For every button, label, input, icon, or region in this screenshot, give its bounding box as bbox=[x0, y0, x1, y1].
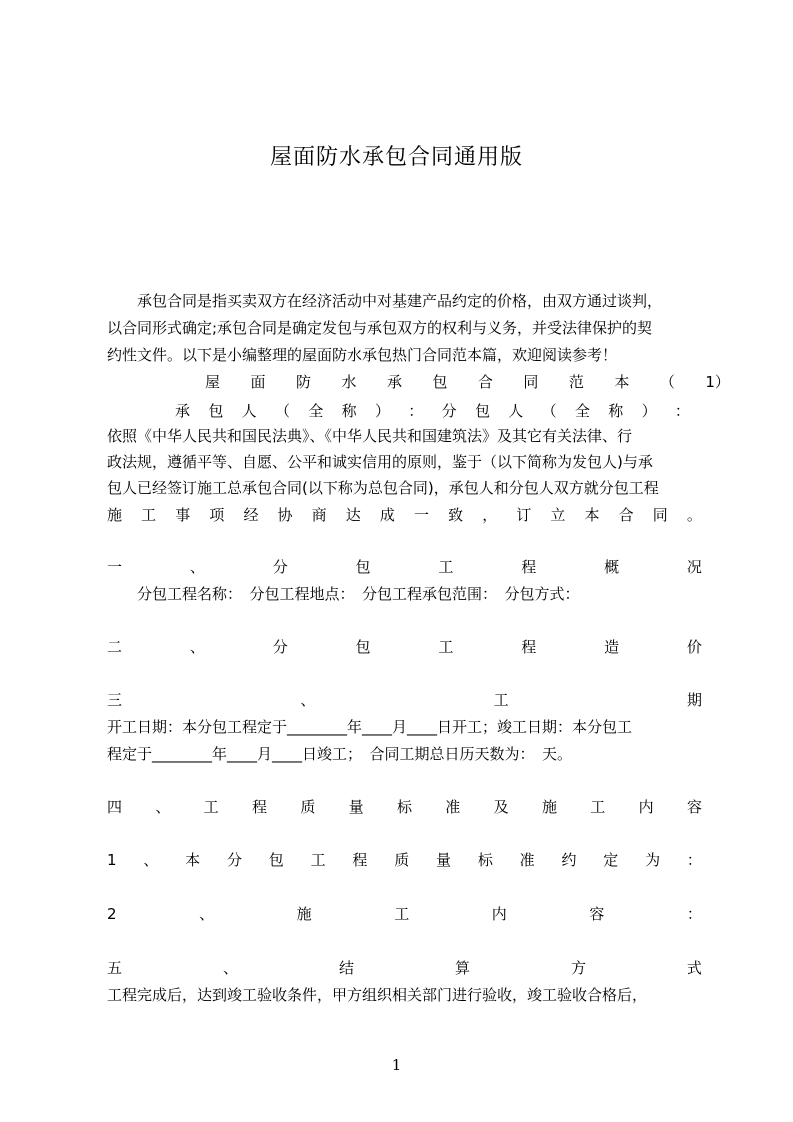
sample-heading bbox=[205, 372, 730, 392]
parties-char: ） bbox=[374, 402, 390, 420]
sample-heading-char: 屋 bbox=[205, 373, 221, 391]
sample-heading-char: （ bbox=[659, 373, 675, 391]
basis-end-char: 成 bbox=[379, 506, 395, 524]
section4-char: 量 bbox=[348, 798, 364, 816]
item1-char: 分 bbox=[226, 851, 242, 869]
basis-line-2: 政法规，遵循平等、自愿、公平和诚实信用的原则，鉴于（以下简称为发包人)与承 bbox=[107, 453, 653, 471]
item1-char: 量 bbox=[436, 851, 452, 869]
intro-line-1: 承包合同是指买卖双方在经济活动中对基建产品约定的价格，由双方通过谈判， bbox=[107, 292, 663, 310]
intro-line-3: 约性文件。以下是小编整理的屋面防水承包热门合同范本篇，欢迎阅读参考！ bbox=[107, 346, 618, 364]
schedule-line-1: 开工日期：本分包工程定于________年____月____日开工；竣工日期：本分包工 bbox=[107, 718, 633, 736]
item1-char: 为 bbox=[645, 851, 661, 869]
sample-heading-char: 合 bbox=[477, 373, 493, 391]
basis-end-char: 协 bbox=[277, 506, 293, 524]
item2-char: 工 bbox=[394, 905, 410, 923]
section-5-heading bbox=[107, 958, 702, 978]
section2-char: 工 bbox=[438, 638, 454, 656]
parties-char: 人 bbox=[241, 402, 257, 420]
basis-end-char: 合 bbox=[618, 506, 634, 524]
sample-heading-char: 1） bbox=[705, 373, 730, 391]
item1-char: 标 bbox=[477, 851, 493, 869]
item2-char: 、 bbox=[199, 905, 215, 923]
item2-char: 2 bbox=[107, 905, 117, 923]
section4-char: 内 bbox=[638, 798, 654, 816]
section-4-heading bbox=[107, 797, 702, 817]
section2-char: 、 bbox=[189, 638, 205, 656]
document-title: 屋面防水承包合同通用版 bbox=[269, 145, 523, 170]
item1-char: 工 bbox=[310, 851, 326, 869]
basis-end-char: 商 bbox=[311, 506, 327, 524]
section1-char: 包 bbox=[355, 558, 371, 576]
sample-heading-char: 同 bbox=[523, 373, 539, 391]
basis-end-char: 达 bbox=[345, 506, 361, 524]
item2-char: ： bbox=[686, 905, 702, 923]
parties-char: （ bbox=[274, 402, 290, 420]
section-2-heading bbox=[107, 637, 702, 657]
item1-char: 、 bbox=[143, 851, 159, 869]
parties-char: 包 bbox=[474, 402, 490, 420]
section4-char: 程 bbox=[251, 798, 267, 816]
parties-char: ： bbox=[408, 402, 424, 420]
section5-char: 五 bbox=[107, 959, 123, 977]
section4-char: 容 bbox=[686, 798, 702, 816]
section5-char: 方 bbox=[570, 959, 586, 977]
section4-char: 质 bbox=[300, 798, 316, 816]
sample-heading-char: 面 bbox=[250, 373, 266, 391]
section1-char: 、 bbox=[189, 558, 205, 576]
section2-char: 二 bbox=[107, 638, 123, 656]
parties-char: 分 bbox=[441, 402, 457, 420]
parties-char: ） bbox=[641, 402, 657, 420]
section1-char: 一 bbox=[107, 558, 123, 576]
section2-char: 包 bbox=[355, 638, 371, 656]
item1-char: 包 bbox=[268, 851, 284, 869]
basis-end-char: 订 bbox=[516, 506, 532, 524]
section4-char: 施 bbox=[541, 798, 557, 816]
section3-char: 、 bbox=[300, 691, 316, 709]
section2-char: 价 bbox=[686, 638, 702, 656]
basis-end-char: 施 bbox=[107, 506, 123, 524]
section4-char: 工 bbox=[203, 798, 219, 816]
section4-char: 、 bbox=[155, 798, 171, 816]
section2-char: 造 bbox=[604, 638, 620, 656]
item1-char: 质 bbox=[394, 851, 410, 869]
section4-char: 及 bbox=[493, 798, 509, 816]
section1-char: 概 bbox=[604, 558, 620, 576]
section4-char: 标 bbox=[396, 798, 412, 816]
section1-char: 分 bbox=[272, 558, 288, 576]
item2-char: 容 bbox=[589, 905, 605, 923]
parties-char: 称 bbox=[608, 402, 624, 420]
basis-end-char: 工 bbox=[141, 506, 157, 524]
item1-char: 1 bbox=[107, 851, 117, 869]
parties-char: 承 bbox=[175, 402, 191, 420]
page-number: 1 bbox=[391, 1056, 402, 1074]
section3-char: 三 bbox=[107, 691, 123, 709]
item1-char: 约 bbox=[561, 851, 577, 869]
sample-heading-char: 范 bbox=[568, 373, 584, 391]
parties-char: 全 bbox=[574, 402, 590, 420]
item1-char: ： bbox=[686, 851, 702, 869]
parties-char: （ bbox=[541, 402, 557, 420]
basis-end-char: 经 bbox=[243, 506, 259, 524]
basis-line-1: 依照《中华人民共和国民法典》、《中华人民共和国建筑法》及其它有关法律、行 bbox=[107, 427, 633, 445]
section5-char: 算 bbox=[454, 959, 470, 977]
parties-char: ： bbox=[674, 402, 690, 420]
basis-end-char: 本 bbox=[584, 506, 600, 524]
section3-char: 期 bbox=[686, 691, 702, 709]
schedule-line-2: 程定于________年____月____日竣工； 合同工期总日历天数为： 天。 bbox=[107, 745, 573, 763]
section-1-heading bbox=[107, 557, 702, 577]
basis-end-char: 。 bbox=[686, 506, 702, 524]
section4-char: 工 bbox=[590, 798, 606, 816]
basis-end-char: 致 bbox=[448, 506, 464, 524]
item-2-line bbox=[107, 904, 702, 924]
section5-char: 、 bbox=[222, 959, 238, 977]
section1-char: 程 bbox=[521, 558, 537, 576]
section4-char: 四 bbox=[107, 798, 123, 816]
section5-char: 结 bbox=[338, 959, 354, 977]
sample-heading-char: 防 bbox=[295, 373, 311, 391]
section1-char: 况 bbox=[686, 558, 702, 576]
item2-char: 内 bbox=[491, 905, 507, 923]
parties-char: 人 bbox=[508, 402, 524, 420]
intro-line-2: 以合同形式确定;承包合同是确定发包与承包双方的权利与义务，并受法律保护的契 bbox=[107, 319, 653, 337]
basis-end-line bbox=[107, 505, 702, 525]
section2-char: 程 bbox=[521, 638, 537, 656]
basis-end-char: 一 bbox=[413, 506, 429, 524]
section4-char: 准 bbox=[445, 798, 461, 816]
section5-char: 式 bbox=[686, 959, 702, 977]
section-1-fields: 分包工程名称： 分包工程地点： 分包工程承包范围： 分包方式： bbox=[107, 585, 580, 603]
basis-end-char: 事 bbox=[175, 506, 191, 524]
parties-line bbox=[175, 401, 690, 421]
parties-char: 包 bbox=[208, 402, 224, 420]
basis-end-char: 立 bbox=[550, 506, 566, 524]
sample-heading-char: 本 bbox=[614, 373, 630, 391]
parties-char: 称 bbox=[341, 402, 357, 420]
item1-char: 本 bbox=[185, 851, 201, 869]
sample-heading-char: 承 bbox=[386, 373, 402, 391]
section3-char: 工 bbox=[493, 691, 509, 709]
section2-char: 分 bbox=[272, 638, 288, 656]
basis-end-char: ， bbox=[482, 506, 498, 524]
basis-end-char: 项 bbox=[209, 506, 225, 524]
basis-line-3: 包人已经签订施工总承包合同(以下称为总包合同)，承包人和分包人双方就分包工程 bbox=[107, 479, 659, 497]
settlement-line: 工程完成后，达到竣工验收条件，甲方组织相关部门进行验收，竣工验收合格后， bbox=[107, 986, 648, 1004]
parties-char: 全 bbox=[308, 402, 324, 420]
sample-heading-char: 水 bbox=[341, 373, 357, 391]
section1-char: 工 bbox=[438, 558, 454, 576]
item1-char: 程 bbox=[352, 851, 368, 869]
item1-char: 准 bbox=[519, 851, 535, 869]
section-3-heading bbox=[107, 690, 702, 710]
sample-heading-char: 包 bbox=[432, 373, 448, 391]
item1-char: 定 bbox=[603, 851, 619, 869]
item2-char: 施 bbox=[296, 905, 312, 923]
basis-end-char: 同 bbox=[652, 506, 668, 524]
item-1-line bbox=[107, 850, 702, 870]
